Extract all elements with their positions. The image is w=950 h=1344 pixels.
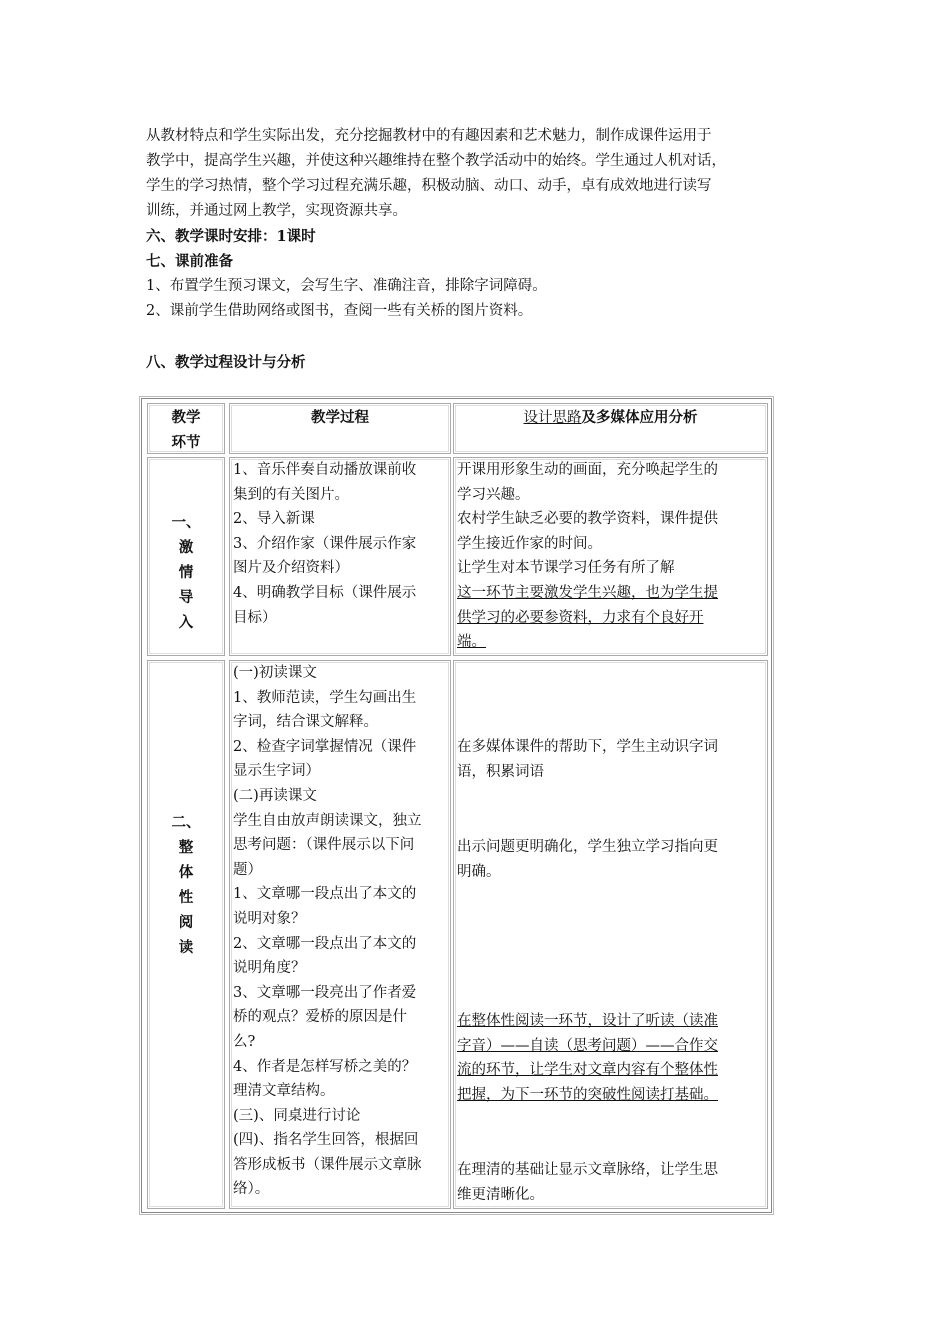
analysis-line: 开课用形象生动的画面，充分唤起学生的 — [457, 462, 718, 478]
process-line: 么? — [233, 1033, 256, 1050]
prep-item-2: 2、课前学生借助网络或图书，查阅一些有关桥的图片资料。 — [146, 303, 533, 319]
analysis-line: 维更清晰化。 — [457, 1186, 544, 1203]
process-line: 说明对象？ — [233, 910, 306, 927]
paragraph-line: 训练，并通过网上教学，实现资源共享。 — [146, 203, 407, 219]
row2-stage-cell — [147, 660, 225, 1209]
analysis-line: 学生接近作家的时间。 — [457, 535, 602, 552]
process-line: 2、文章哪一段点出了本文的 — [233, 935, 417, 952]
process-line: 络）。 — [233, 1181, 270, 1198]
process-line: 题） — [233, 861, 262, 878]
analysis-line-underlined: 供学习的必要参资料，力求有个良好开 — [457, 609, 704, 626]
analysis-line-underlined: 在整体性阅读一环节，设计了听读（读准 — [457, 1013, 718, 1029]
intro-section — [146, 124, 806, 324]
process-line: 答形成板书（课件展示文章脉 — [233, 1156, 422, 1173]
stage-char: 体 — [178, 864, 194, 881]
paragraph-line: 从教材特点和学生实际出发，充分挖掘教材中的有趣因素和艺术魅力，制作成课件运用于 — [146, 128, 712, 144]
lesson-table — [141, 398, 772, 1213]
process-line: 理清文章结构。 — [233, 1083, 335, 1100]
stage-char: 性 — [178, 889, 194, 906]
row2-analysis-cell — [453, 660, 768, 1209]
header-analysis-label-a: 设计思路 — [523, 410, 582, 426]
analysis-line: 在多媒体课件的帮助下，学生主动识字词 — [457, 739, 718, 755]
header-stage-cell — [147, 403, 225, 454]
analysis-line: 明确。 — [457, 863, 501, 880]
process-line: 桥的观点？爱桥的原因是什 — [233, 1009, 407, 1026]
stage-char: 整 — [178, 839, 194, 856]
process-line: 图片及介绍资料） — [233, 560, 349, 577]
process-line: 目标） — [233, 609, 277, 626]
process-line: 1、教师范读，学生勾画出生 — [233, 689, 417, 706]
stage-char: 一、 — [171, 514, 201, 531]
stage-char: 二、 — [171, 814, 201, 831]
analysis-line: 在理清的基础让显示文章脉络，让学生思 — [457, 1162, 718, 1178]
analysis-line: 让学生对本节课学习任务有所了解 — [457, 560, 675, 577]
process-line: 1、音乐伴奏自动播放课前收 — [233, 462, 417, 478]
paragraph-line: 学生的学习热情，整个学习过程充满乐趣，积极动脑、动口、动手，卓有成效地进行读写 — [146, 178, 712, 194]
process-line: 学生自由放声朗读课文，独立 — [233, 812, 422, 829]
stage-char: 读 — [178, 939, 194, 956]
process-line: 1、文章哪一段点出了本文的 — [233, 886, 417, 903]
process-line: (三)、同桌进行讨论 — [233, 1107, 361, 1124]
process-line: 2、检查字词掌握情况（课件 — [233, 738, 417, 755]
paragraph-line: 教学中，提高学生兴趣，并使这种兴趣维持在整个教学活动中的始终。学生通过人机对话， — [146, 153, 726, 169]
prep-item-1: 1、布置学生预习课文，会写生字、准确注音，排除字词障碍。 — [146, 278, 547, 294]
analysis-line: 学习兴趣。 — [457, 486, 530, 503]
analysis-line-underlined: 把握，为下一环节的突破性阅读打基础。 — [457, 1086, 718, 1103]
row1-analysis-cell — [453, 457, 768, 656]
process-line: 3、介绍作家（课件展示作家 — [233, 535, 417, 552]
row1-process-cell — [229, 457, 451, 656]
analysis-line-underlined: 字音）——自读（思考问题）——合作交 — [457, 1037, 718, 1054]
analysis-line-underlined: 流的环节，让学生对文章内容有个整体性 — [457, 1062, 718, 1079]
stage-char: 入 — [178, 614, 194, 631]
process-line: (四)、指名学生回答，根据回 — [233, 1132, 419, 1149]
process-line: (二)再读课文 — [233, 787, 317, 804]
analysis-line: 农村学生缺乏必要的教学资料，课件提供 — [457, 511, 718, 528]
section-heading-7: 七、课前准备 — [146, 253, 233, 270]
row2-process-cell — [229, 660, 451, 1209]
header-process-label: 教学过程 — [311, 409, 369, 426]
stage-char: 导 — [178, 589, 194, 606]
stage-char: 情 — [178, 564, 194, 581]
process-line: 4、明确教学目标（课件展示 — [233, 584, 417, 601]
process-line: 2、导入新课 — [233, 511, 315, 528]
stage-char: 激 — [178, 539, 194, 556]
process-line: 说明角度？ — [233, 960, 306, 977]
process-line: 显示生字词） — [233, 763, 320, 780]
header-process-cell — [229, 403, 451, 454]
process-line: (一)初读课文 — [233, 665, 317, 681]
process-line: 集到的有关图片。 — [233, 486, 349, 503]
header-analysis-cell — [453, 403, 768, 454]
analysis-line: 出示问题更明确化，学生独立学习指向更 — [457, 839, 718, 855]
analysis-line-underlined: 端。 — [457, 634, 486, 651]
section-heading-8: 八、教学过程设计与分析 — [146, 354, 306, 371]
process-line: 字词，结合课文解释。 — [233, 714, 378, 731]
process-line: 4、作者是怎样写桥之美的？ — [233, 1058, 417, 1075]
stage-char: 阅 — [178, 914, 194, 931]
row1-stage-cell — [147, 457, 225, 656]
header-stage-line: 环节 — [171, 433, 201, 451]
process-line: 3、文章哪一段亮出了作者爱 — [233, 984, 417, 1001]
header-stage-line: 教学 — [171, 409, 201, 426]
analysis-line-underlined: 这一环节主要激发学生兴趣，也为学生提 — [457, 584, 718, 601]
process-line: 思考问题：（课件展示以下问 — [233, 837, 415, 854]
header-analysis-label-b: 及多媒体应用分析 — [581, 409, 698, 426]
analysis-line: 语，积累词语 — [457, 763, 544, 780]
section-heading-6: 六、教学课时安排：1课时 — [146, 228, 316, 245]
